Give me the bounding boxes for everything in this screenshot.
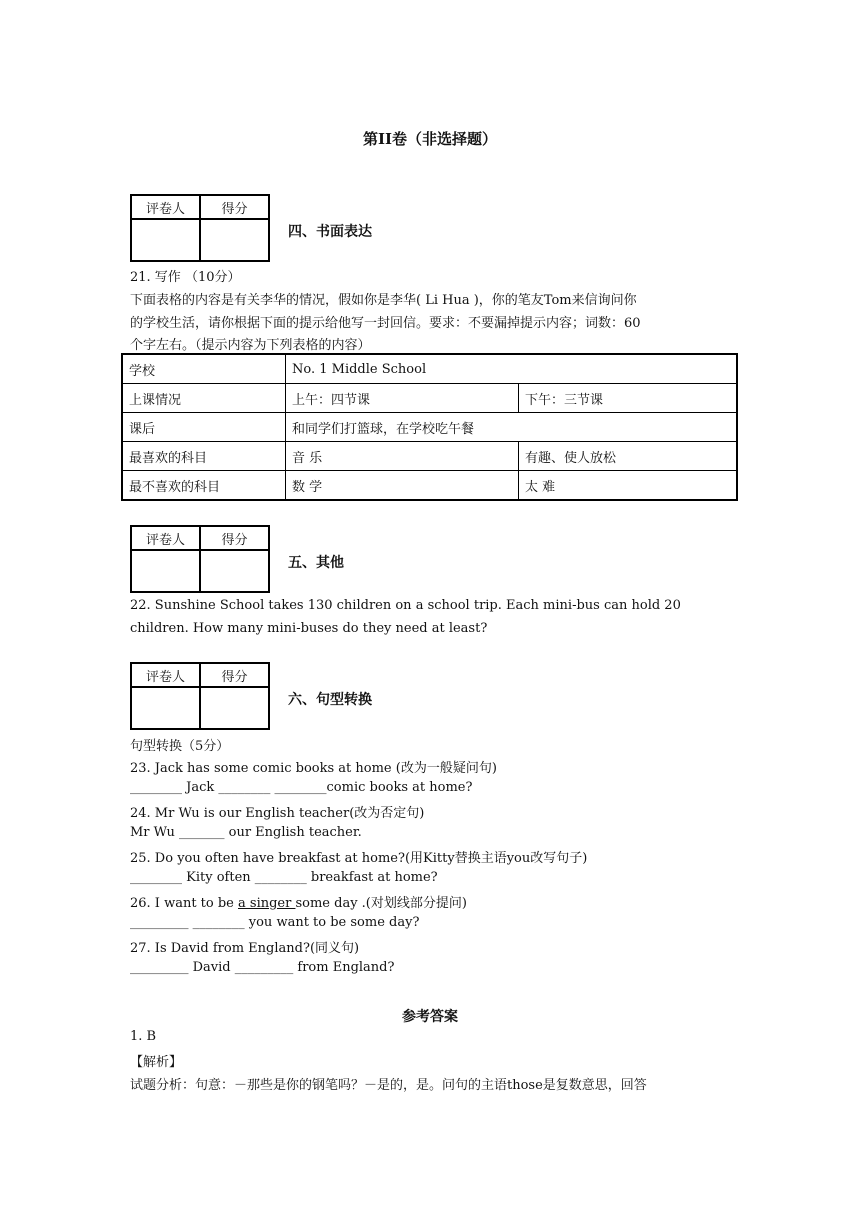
analysis-label: 【解析】 [130, 1055, 183, 1070]
table-cell: 课后 [122, 413, 286, 442]
answer-line-27: _________ David _________ from England? [130, 960, 395, 975]
table-cell: 太 难 [519, 471, 738, 501]
score-cell [200, 219, 269, 261]
question-25: 25. Do you often have breakfast at home?(用Kitty替换主语you改写句子) [130, 851, 588, 866]
table-cell: 上课情况 [122, 384, 286, 413]
table-row [122, 471, 737, 501]
analysis-text: 试题分析：句意：－那些是你的钢笔吗？－是的，是。问句的主语those是复数意思，回答 [130, 1078, 647, 1093]
table-cell: 音 乐 [286, 442, 519, 471]
table-cell: 下午：三节课 [519, 384, 738, 413]
question-22-text: 22. Sunshine School takes 130 children on a school trip. Each mini-bus can hold 20 [130, 598, 681, 613]
score-cell [200, 550, 269, 592]
table-row [122, 354, 737, 384]
question-26 [130, 892, 467, 911]
table-cell: 最不喜欢的科目 [122, 471, 286, 501]
answer-1: 1. B [130, 1029, 157, 1044]
grader-label: 评卷人 [131, 663, 200, 687]
answer-line-23: ________ Jack ________ ________comic books at home? [130, 780, 473, 795]
table-cell: 学校 [122, 354, 286, 384]
answer-line-25: ________ Kity often ________ breakfast at home? [130, 870, 438, 885]
grader-label: 评卷人 [131, 195, 200, 219]
score-box [130, 662, 270, 730]
section-title: 六、句型转换 [288, 692, 372, 708]
underlined-phrase: a singer [238, 896, 296, 911]
table-row [122, 384, 737, 413]
score-box [130, 194, 270, 262]
question-23: 23. Jack has some comic books at home (改为一般疑问句) [130, 761, 497, 776]
grader-cell [131, 219, 200, 261]
grader-label: 评卷人 [131, 526, 200, 550]
grader-cell [131, 687, 200, 729]
question-22-text: children. How many mini-buses do they need at least? [130, 621, 488, 636]
answer-line-26: _________ ________ you want to be some day? [130, 915, 420, 930]
score-box [130, 525, 270, 593]
table-cell: 数 学 [286, 471, 519, 501]
answer-line-24: Mr Wu _______ our English teacher. [130, 825, 362, 840]
score-label: 得分 [200, 195, 269, 219]
question-21-text: 个字左右。（提示内容为下列表格的内容） [130, 338, 371, 353]
table-cell: 上午：四节课 [286, 384, 519, 413]
question-26-post: some day .(对划线部分提问) [295, 896, 467, 911]
table-cell: No. 1 Middle School [286, 354, 738, 384]
question-21-text: 下面表格的内容是有关李华的情况，假如你是李华( Li Hua )，你的笔友Tom来信询问你 [130, 293, 637, 308]
score-cell [200, 687, 269, 729]
score-label: 得分 [200, 526, 269, 550]
table-row [122, 413, 737, 442]
table-cell: 最喜欢的科目 [122, 442, 286, 471]
section-title: 五、其他 [288, 555, 344, 571]
answers-title: 参考答案 [402, 1009, 458, 1025]
part-title: 第II卷（非选择题） [362, 130, 498, 148]
section-title: 四、书面表达 [288, 224, 372, 240]
question-27: 27. Is David from England?(同义句) [130, 941, 360, 956]
table-cell: 和同学们打篮球，在学校吃午餐 [286, 413, 738, 442]
section-intro: 句型转换（5分） [130, 739, 230, 754]
question-26-pre: 26. I want to be [130, 896, 239, 911]
score-label: 得分 [200, 663, 269, 687]
question-21-text: 的学校生活，请你根据下面的提示给他写一封回信。要求：不要漏掉提示内容；词数：60 [130, 316, 641, 331]
grader-cell [131, 550, 200, 592]
question-24: 24. Mr Wu is our English teacher(改为否定句) [130, 806, 425, 821]
table-row [122, 442, 737, 471]
table-cell: 有趣、使人放松 [519, 442, 738, 471]
question-21-label: 21. 写作 （10分） [130, 270, 241, 285]
info-table [121, 353, 738, 501]
